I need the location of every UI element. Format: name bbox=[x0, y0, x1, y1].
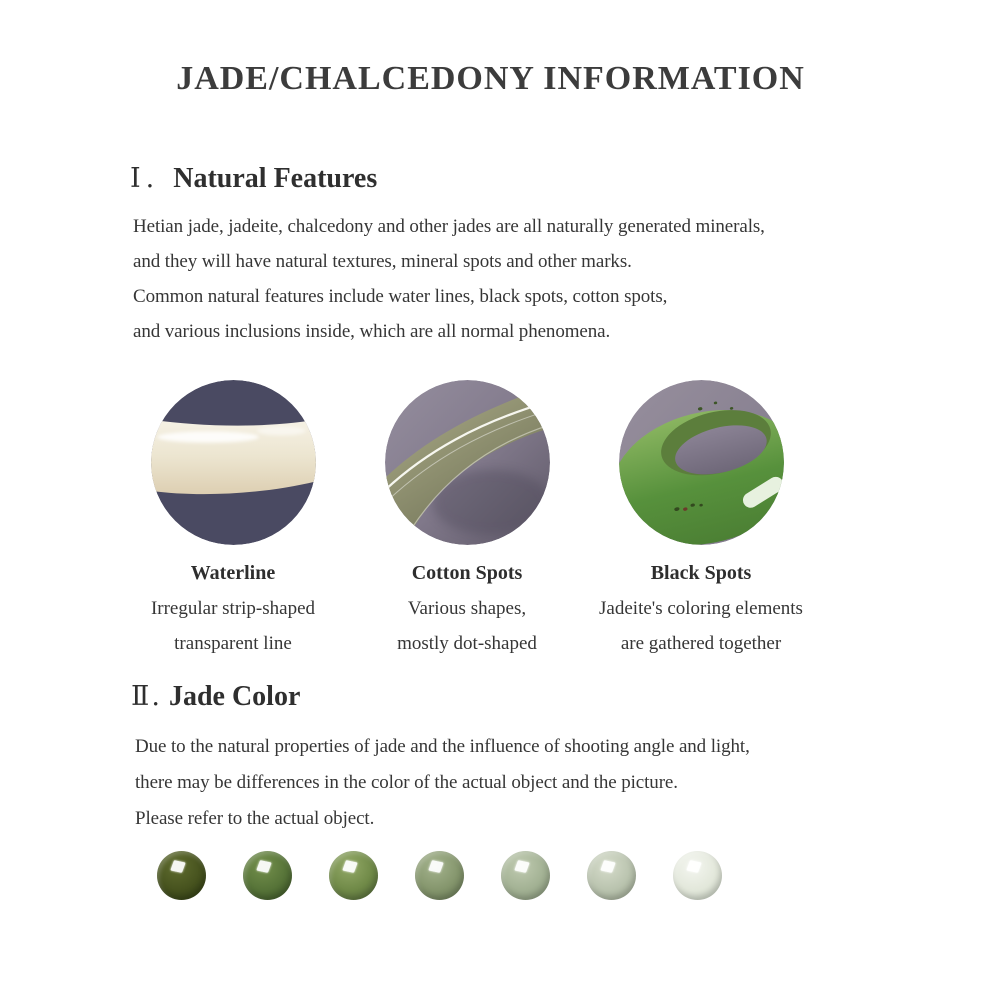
paragraph-line: Hetian jade, jadeite, chalcedony and other jades are all naturally generated minerals, bbox=[133, 216, 765, 237]
jade-bead-gray-green bbox=[415, 851, 464, 900]
figure-description: Jadeite's coloring elements are gathered together bbox=[599, 598, 803, 654]
paragraph-line: Please refer to the actual object. bbox=[135, 808, 375, 829]
paragraph-line: Common natural features include water lines, black spots, cotton spots, bbox=[133, 286, 668, 307]
jade-color-gradient-row bbox=[157, 851, 722, 900]
section-heading-jade-color bbox=[131, 681, 300, 713]
figure-label: Black Spots bbox=[650, 562, 752, 584]
section-heading-label: Natural Features bbox=[173, 163, 378, 194]
paragraph-line: there may be differences in the color of the actual object and the picture. bbox=[135, 772, 678, 793]
page-title: JADE/CHALCEDONY INFORMATION bbox=[176, 60, 805, 97]
jade-bead-sage-green bbox=[329, 851, 378, 900]
jade-bead-pale-sage bbox=[501, 851, 550, 900]
waterline-photo bbox=[151, 380, 316, 545]
figure-label: Waterline bbox=[190, 562, 276, 584]
section-numeral: Ⅰ. bbox=[130, 163, 160, 194]
paragraph-line: Due to the natural properties of jade and the influence of shooting angle and light, bbox=[135, 736, 750, 757]
paragraph-line: and various inclusions inside, which are all normal phenomena. bbox=[133, 321, 611, 342]
figure-label: Cotton Spots bbox=[411, 562, 523, 584]
jade-bead-misty-green bbox=[587, 851, 636, 900]
jade-bead-deep-green bbox=[243, 851, 292, 900]
figure-black-spots bbox=[584, 380, 818, 661]
jade-bead-near-white bbox=[673, 851, 722, 900]
jade-color-paragraph bbox=[135, 729, 750, 837]
feature-figures-row bbox=[116, 380, 818, 661]
figure-waterline bbox=[116, 380, 350, 661]
section-heading-natural-features bbox=[130, 163, 377, 195]
section-heading-label: Jade Color bbox=[168, 681, 301, 712]
figure-cotton-spots bbox=[350, 380, 584, 661]
figure-description: Various shapes, mostly dot-shaped bbox=[397, 598, 537, 654]
section-numeral: Ⅱ. bbox=[131, 681, 162, 712]
natural-features-paragraph bbox=[133, 209, 765, 349]
jade-bead-dark-green bbox=[157, 851, 206, 900]
figure-description: Irregular strip-shaped transparent line bbox=[150, 598, 316, 654]
paragraph-line: and they will have natural textures, mineral spots and other marks. bbox=[133, 251, 632, 272]
cotton-spots-photo bbox=[385, 380, 550, 545]
black-spots-photo bbox=[619, 380, 784, 545]
